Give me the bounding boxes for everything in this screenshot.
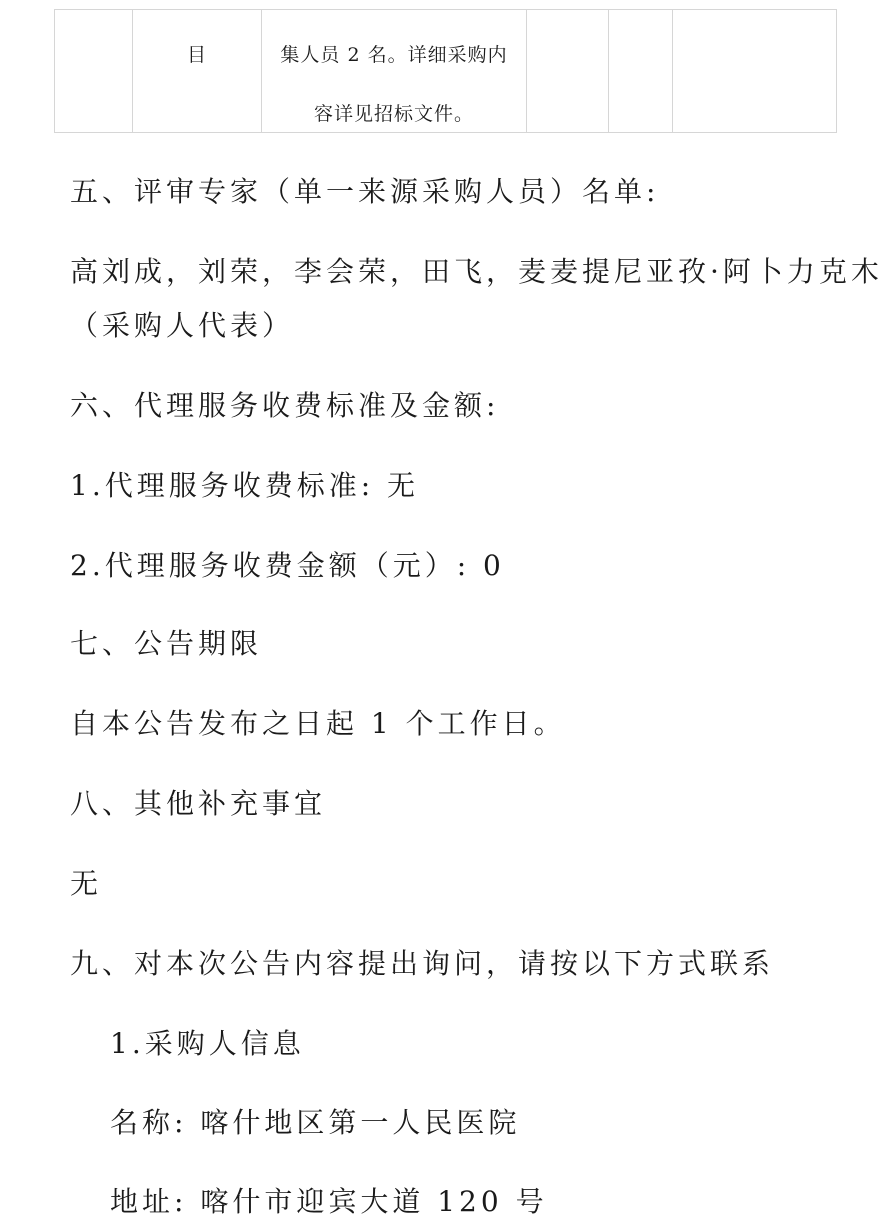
section9-heading: 九、对本次公告内容提出询问，请按以下方式联系	[70, 947, 775, 980]
procurement-table-fragment	[54, 9, 837, 133]
table-cell-text: 目	[186, 44, 207, 66]
purchaser-name: 名称: 喀什地区第一人民医院	[110, 1106, 521, 1139]
section5-heading: 五、评审专家（单一来源采购人员）名单:	[70, 175, 660, 208]
expert-names-line2: （采购人代表）	[70, 309, 295, 342]
table-cell-text-line2: 容详见招标文件。	[313, 103, 474, 125]
table-cell-1	[55, 10, 133, 133]
section6-heading: 六、代理服务收费标准及金额:	[70, 389, 500, 422]
notice-period-text: 自本公告发布之日起 1 个工作日。	[70, 707, 566, 740]
section7-heading: 七、公告期限	[70, 627, 263, 660]
section8-heading: 八、其他补充事宜	[70, 787, 327, 820]
supplementary-text: 无	[70, 867, 103, 900]
fee-standard: 1.代理服务收费标准: 无	[70, 469, 420, 502]
fee-amount: 2.代理服务收费金额（元）: 0	[70, 549, 505, 582]
table-cell-5	[609, 10, 673, 133]
table-cell-2	[133, 10, 262, 133]
table-cell-text-line1: 集人员 2 名。详细采购内	[280, 44, 508, 66]
table-cell-6	[673, 10, 837, 133]
table-cell-4	[527, 10, 609, 133]
expert-names-line1: 高刘成，刘荣，李会荣，田飞，麦麦提尼亚孜·阿卜力克木	[70, 255, 883, 288]
table-cell-3	[262, 10, 527, 133]
purchaser-info-title: 1.采购人信息	[110, 1027, 305, 1060]
table-row	[55, 10, 837, 133]
purchaser-address: 地址: 喀什市迎宾大道 120 号	[110, 1185, 548, 1218]
